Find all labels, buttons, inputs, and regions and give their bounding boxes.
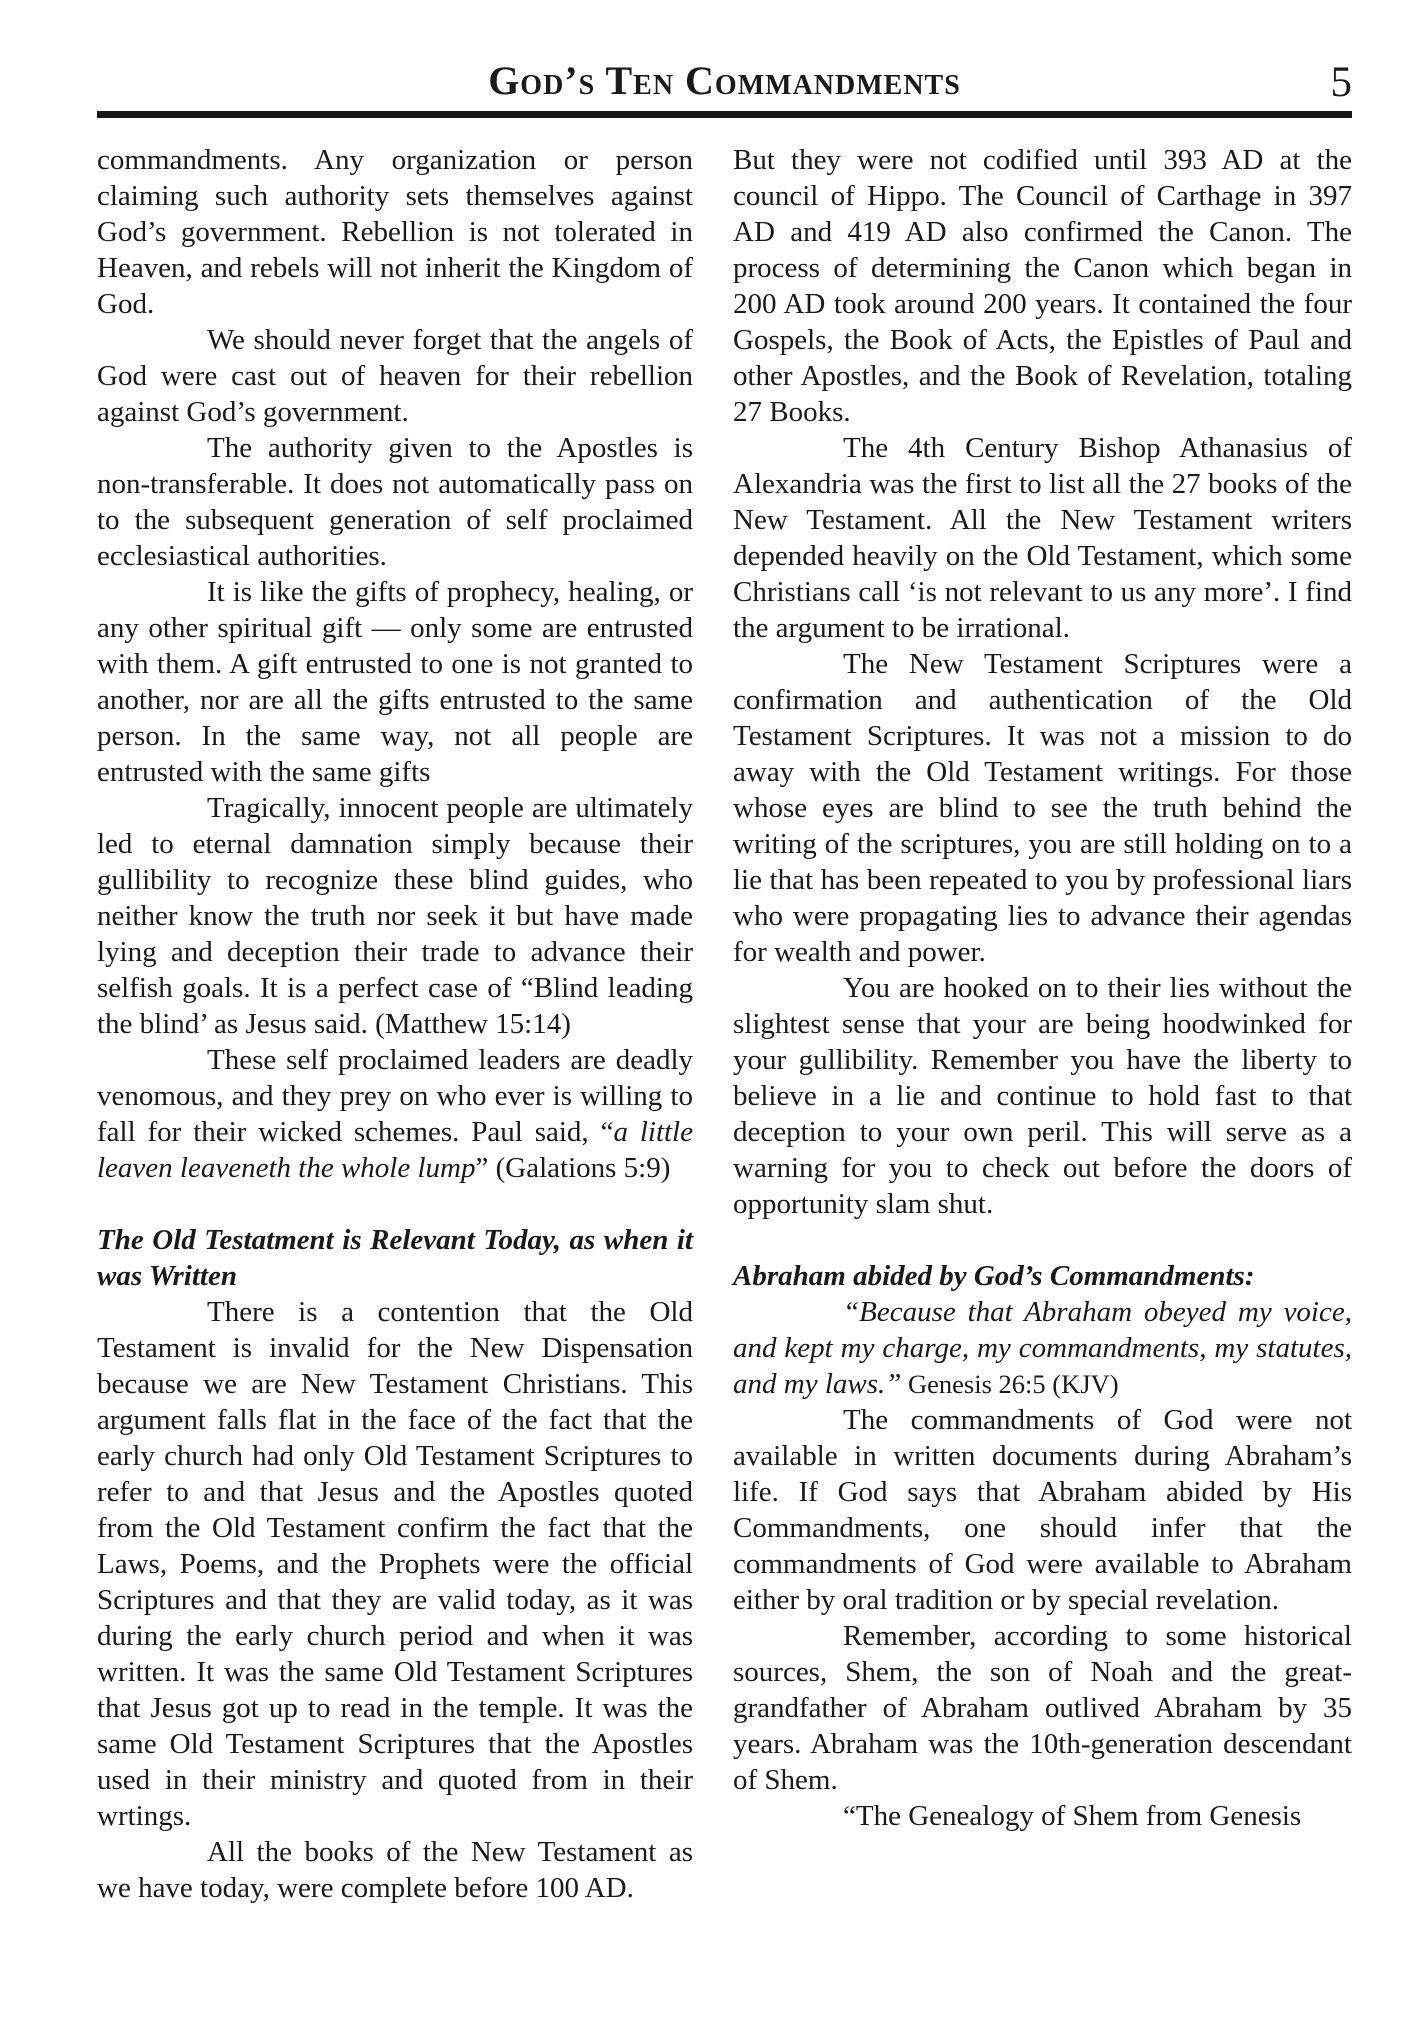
paragraph	[733, 430, 1352, 646]
paragraph	[733, 1618, 1352, 1798]
paragraph	[97, 430, 693, 574]
text-segment: The authority given to the Apostles is non-transferable. It does not automatically pass on to the subsequent generation of self proclaimed ecclesiastical authorities.	[97, 432, 693, 572]
paragraph	[733, 1798, 1352, 1834]
text-segment: All the books of the New Testament as we have today, were complete before 100 AD.	[97, 1836, 693, 1904]
text-segment: There is a contention that the Old Testament is invalid for the New Dispensation because we are New Testament Christians. This argument falls flat in the face of the fact that the early church had only Old Testament Scriptures to refer to and that Jesus and the Apostles quoted from the Old Testament confirm the fact that the Laws, Poems, and the Prophets were the official Scriptures and that they are valid today, as it was during the early church period and when it was written. It was the same Old Testament Scriptures that Jesus got up to read in the temple. It was the same Old Testament Scriptures that the Apostles used in their ministry and quoted from in their wrtings.	[97, 1296, 693, 1832]
paragraph	[97, 1834, 693, 1906]
paragraph	[97, 1042, 693, 1186]
two-column-text	[97, 142, 1352, 1906]
paragraph	[97, 790, 693, 1042]
left-column	[97, 142, 693, 1906]
scripture-reference: Genesis 26:5 (KJV)	[901, 1369, 1119, 1399]
paragraph	[733, 646, 1352, 970]
section-heading: The Old Testatment is Relevant Today, as when it was Written	[97, 1224, 693, 1292]
text-segment: We should never forget that the angels of God were cast out of heaven for their rebellion against God’s government.	[97, 324, 693, 428]
text-segment: ” (Galations 5:9)	[475, 1152, 671, 1184]
scripture-quote: a little leaven leaveneth the whole lump	[97, 1116, 693, 1184]
text-segment: “The Genealogy of Shem from Genesis	[843, 1800, 1302, 1832]
paragraph	[733, 142, 1352, 430]
text-segment: The 4th Century Bishop Athanasius of Alexandria was the first to list all the 27 books of the New Testament. All the New Testament writers depended heavily on the Old Testament, which some Christians call ‘is not relevant to us any more’. I find the argument to be irrational.	[733, 432, 1352, 644]
text-segment: Remember, according to some historical sources, Shem, the son of Noah and the great-grandfather of Abraham outlived Abraham by 35 years. Abraham was the 10th-generation descendant of Shem.	[733, 1620, 1352, 1796]
text-segment: These self proclaimed leaders are deadly venomous, and they prey on who ever is willing to fall for their wicked schemes. Paul said, “	[97, 1044, 693, 1148]
text-segment: Tragically, innocent people are ultimately led to eternal damnation simply because their gullibility to recognize these blind guides, who neither know the truth nor seek it but have made lying and deception their trade to advance their selfish goals. It is a perfect case of “Blind leading the blind’ as Jesus said. (Matthew 15:14)	[97, 792, 693, 1040]
right-column	[733, 142, 1352, 1906]
text-segment: It is like the gifts of prophecy, healing, or any other spiritual gift — only some are entrusted with them. A gift entrusted to one is not granted to another, nor are all the gifts entrusted to the same person. In the same way, not all people are entrusted with the same gifts	[97, 576, 693, 788]
text-segment: commandments. Any organization or person claiming such authority sets themselves against God’s government. Rebellion is not tolerated in Heaven, and rebels will not inherit the Kingdom of God.	[97, 144, 693, 320]
paragraph	[733, 1294, 1352, 1402]
paragraph	[97, 322, 693, 430]
text-segment: The commandments of God were not available in written documents during Abraham’s life. If God says that Abraham abided by His Commandments, one should infer that the commandments of God were available to Abraham either by oral tradition or by special revelation.	[733, 1404, 1352, 1616]
paragraph	[733, 970, 1352, 1222]
paragraph	[97, 142, 693, 322]
page-header	[97, 54, 1352, 108]
paragraph	[97, 1294, 693, 1834]
page-title: God’s Ten Commandments	[488, 58, 961, 103]
text-segment: The New Testament Scriptures were a confirmation and authentication of the Old Testament Scriptures. It was not a mission to do away with the Old Testament writings. For those whose eyes are blind to see the truth behind the writing of the scriptures, you are still holding on to a lie that has been repeated to you by professional liars who were propagating lies to advance their agendas for wealth and power.	[733, 648, 1352, 968]
section-heading: Abraham abided by God’s Commandments:	[733, 1260, 1255, 1292]
text-segment: But they were not codified until 393 AD at the council of Hippo. The Council of Carthage in 397 AD and 419 AD also confirmed the Canon. The process of determining the Canon which began in 200 AD took around 200 years. It contained the four Gospels, the Book of Acts, the Epistles of Paul and other Apostles, and the Book of Revelation, totaling 27 Books.	[733, 144, 1352, 428]
page-number: 5	[1330, 59, 1352, 106]
header-rule	[97, 111, 1352, 118]
paragraph	[97, 574, 693, 790]
text-segment: You are hooked on to their lies without the slightest sense that your are being hoodwinked for your gullibility. Remember you have the liberty to believe in a lie and continue to hold fast to that deception to your own peril. This will serve as a warning for you to check out before the doors of opportunity slam shut.	[733, 972, 1352, 1220]
paragraph	[733, 1402, 1352, 1618]
scripture-quote: “Because that Abraham obeyed my voice, and kept my charge, my commandments, my statutes, and my laws.”	[733, 1296, 1352, 1400]
